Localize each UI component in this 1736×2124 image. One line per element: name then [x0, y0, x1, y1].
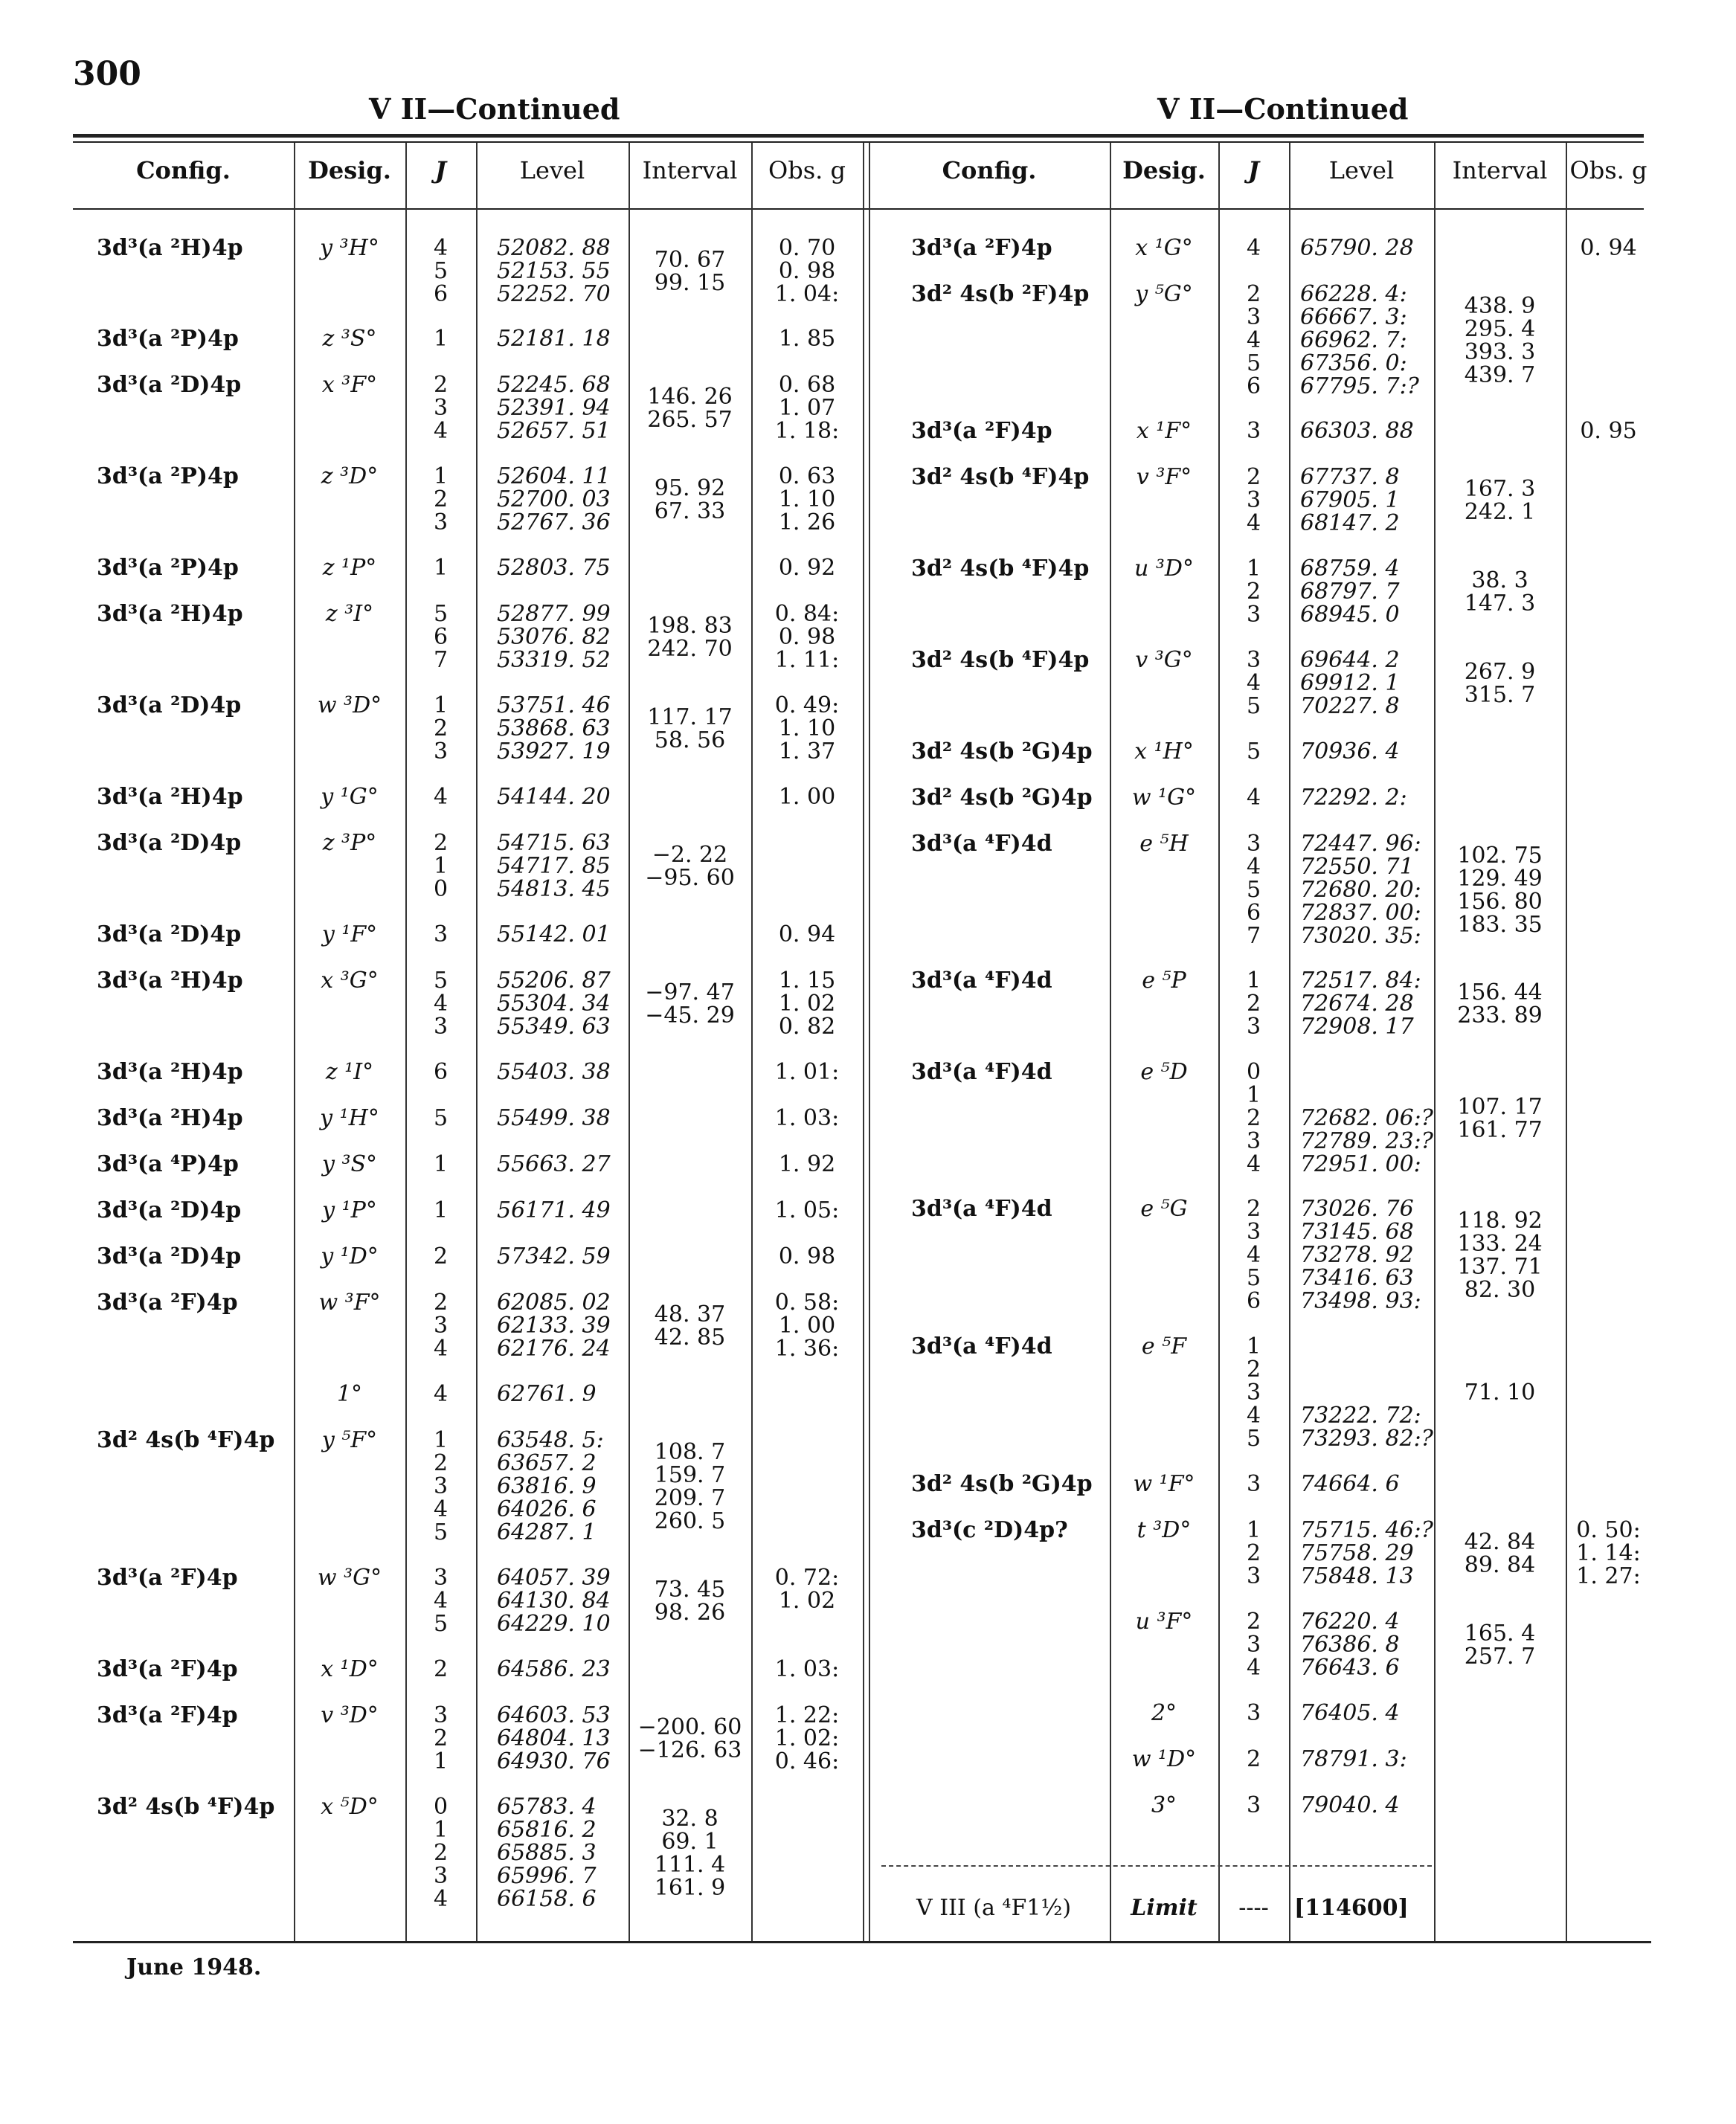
left-row-level-cell: 56171. 49 — [497, 1197, 611, 1223]
left-row-j-cell: 5 4 3 — [433, 968, 449, 1040]
left-row-designation-cell: w ³F° — [318, 1290, 381, 1316]
right-row-level-cell: 75715. 46:? 75758. 29 75848. 13 — [1300, 1517, 1433, 1589]
left-row-level-cell: 55206. 87 55304. 34 55349. 63 — [497, 968, 611, 1040]
right-row-interval-cell: 71. 10 — [1464, 1380, 1536, 1406]
left-row-designation-cell: y ³S° — [321, 1151, 378, 1177]
left-row-level-cell: 64603. 53 64804. 13 64930. 76 — [497, 1702, 611, 1774]
bottom-rule — [73, 1941, 1651, 1943]
right-row-level-cell: 72447. 96: 72550. 71 72680. 20: 72837. 00: 73020. 35: — [1300, 831, 1421, 949]
right-row-j-cell: 2 3 4 5 6 — [1246, 1196, 1261, 1314]
left-row-j-cell: 1 2 3 — [433, 692, 449, 765]
header-obs-g: Obs. g — [1569, 156, 1647, 184]
right-row-level-cell: 67737. 8 67905. 1 68147. 2 — [1300, 464, 1400, 536]
left-row-config-cell: 3d³(a ⁴P)4p — [97, 1151, 239, 1177]
left-row-obs-g-cell: 0. 92 — [778, 555, 836, 581]
left-row-level-cell: 55499. 38 — [497, 1105, 611, 1131]
header-rule — [73, 208, 1644, 210]
right-row-designation-cell: x ¹H° — [1134, 738, 1194, 765]
right-row-level-cell: 76220. 4 76386. 8 76643. 6 — [1300, 1609, 1400, 1681]
right-row-designation-cell: 3° — [1151, 1792, 1177, 1818]
left-row-j-cell: 1 — [433, 1151, 449, 1177]
right-row-designation-cell: x ¹F° — [1136, 418, 1192, 444]
left-row-obs-g-cell: 1. 85 — [778, 326, 836, 352]
left-row-designation-cell: w ³D° — [317, 692, 382, 718]
right-row-interval-cell: 42. 84 89. 84 — [1464, 1528, 1536, 1578]
right-row-config-cell: 3d² 4s(b ²G)4p — [911, 738, 1093, 765]
left-row-j-cell: 2 — [433, 1656, 449, 1682]
col-divider — [1566, 143, 1567, 1941]
top-rule-thin — [73, 141, 1644, 143]
right-row-j-cell: 3 4 5 — [1246, 647, 1261, 719]
limit-desig: Limit — [1131, 1895, 1197, 1921]
right-row-j-cell: 3 4 5 6 7 — [1246, 831, 1261, 949]
left-row-j-cell: 3 4 5 — [433, 1565, 449, 1637]
right-row-level-cell: 66228. 4: 66667. 3: 66962. 7: 67356. 0: 67795. 7:? — [1300, 281, 1419, 399]
right-row-j-cell: 1 2 3 4 5 — [1246, 1333, 1261, 1452]
right-row-j-cell: 2 3 4 — [1246, 1609, 1261, 1681]
left-row-obs-g-cell: 0. 63 1. 10 1. 26 — [778, 463, 836, 535]
right-row-interval-cell: 107. 17 161. 77 — [1457, 1093, 1543, 1143]
right-row-designation-cell: 2° — [1151, 1700, 1177, 1726]
left-row-interval-cell: 73. 45 98. 26 — [654, 1576, 726, 1626]
right-row-config-cell: 3d² 4s(b ⁴F)4p — [911, 464, 1090, 490]
left-row-obs-g-cell: 1. 92 — [778, 1151, 836, 1177]
left-row-obs-g-cell: 1. 03: — [774, 1656, 840, 1682]
right-row-config-cell: 3d³(a ⁴F)4d — [911, 831, 1052, 857]
right-row-designation-cell: e ⁵F — [1141, 1333, 1187, 1359]
left-row-j-cell: 1 — [433, 1197, 449, 1223]
left-row-level-cell: 54144. 20 — [497, 784, 611, 810]
left-row-config-cell: 3d³(a ²D)4p — [97, 692, 242, 718]
left-row-j-cell: 5 — [433, 1105, 449, 1131]
left-row-config-cell: 3d³(a ²D)4p — [97, 372, 242, 398]
left-row-designation-cell: z ¹P° — [322, 555, 377, 581]
left-row-level-cell: 54715. 63 54717. 85 54813. 45 — [497, 830, 611, 902]
left-row-obs-g-cell: 1. 15 1. 02 0. 82 — [778, 968, 836, 1040]
left-row-j-cell: 2 1 0 — [433, 830, 449, 902]
right-row-j-cell: 1 2 3 — [1246, 1517, 1261, 1589]
left-row-obs-g-cell: 0. 98 — [778, 1243, 836, 1269]
right-row-level-cell: 73222. 72: 73293. 82:? — [1300, 1403, 1433, 1452]
right-row-interval-cell: 38. 3 147. 3 — [1464, 567, 1536, 617]
right-row-designation-cell: e ⁵H — [1139, 831, 1189, 857]
right-row-interval-cell: 267. 9 315. 7 — [1464, 658, 1536, 708]
header-j: J — [1247, 156, 1260, 184]
left-row-interval-cell: 70. 67 99. 15 — [654, 246, 726, 296]
left-row-level-cell: 52245. 68 52391. 94 52657. 51 — [497, 372, 611, 444]
left-row-config-cell: 3d³(a ²F)4p — [97, 1290, 238, 1316]
right-row-designation-cell: w ¹G° — [1131, 785, 1197, 811]
left-row-interval-cell: 48. 37 42. 85 — [654, 1301, 726, 1351]
right-row-designation-cell: e ⁵P — [1142, 968, 1186, 994]
left-row-designation-cell: x ⁵D° — [321, 1794, 379, 1820]
left-row-j-cell: 4 5 6 — [433, 235, 449, 307]
left-row-designation-cell: 1° — [336, 1381, 363, 1407]
right-row-config-cell: 3d³(a ⁴F)4d — [911, 1059, 1052, 1085]
left-row-designation-cell: y ³H° — [320, 235, 379, 261]
left-row-j-cell: 1 — [433, 326, 449, 352]
right-row-j-cell: 0 1 2 3 4 — [1246, 1059, 1261, 1177]
left-row-level-cell: 52803. 75 — [497, 555, 611, 581]
right-row-designation-cell: v ³G° — [1135, 647, 1193, 673]
right-row-j-cell: 1 2 3 — [1246, 556, 1261, 628]
left-row-config-cell: 3d³(a ²H)4p — [97, 784, 243, 810]
left-row-designation-cell: x ³G° — [321, 968, 379, 994]
col-divider — [476, 143, 478, 1941]
left-row-designation-cell: y ¹G° — [321, 784, 379, 810]
right-row-designation-cell: e ⁵D — [1140, 1059, 1188, 1085]
left-row-obs-g-cell: 1. 03: — [774, 1105, 840, 1131]
left-row-obs-g-cell: 0. 58: 1. 00 1. 36: — [774, 1290, 840, 1362]
left-row-designation-cell: y ¹P° — [322, 1197, 377, 1223]
right-row-designation-cell: e ⁵G — [1140, 1196, 1188, 1222]
right-row-level-cell: 72517. 84: 72674. 28 72908. 17 — [1300, 968, 1421, 1040]
header-level: Level — [519, 156, 585, 184]
header-config: Config. — [136, 156, 231, 184]
left-row-j-cell: 1 — [433, 555, 449, 581]
left-row-config-cell: 3d³(a ²H)4p — [97, 1105, 243, 1131]
left-row-config-cell: 3d³(a ²P)4p — [97, 555, 239, 581]
header-interval: Interval — [642, 156, 738, 184]
left-row-config-cell: 3d³(a ²F)4p — [97, 1702, 238, 1728]
limit-j: ---- — [1238, 1895, 1269, 1921]
left-row-obs-g-cell: 1. 05: — [774, 1197, 840, 1223]
left-row-designation-cell: z ¹I° — [325, 1059, 374, 1085]
right-row-j-cell: 3 — [1246, 1792, 1261, 1818]
left-row-j-cell: 2 — [433, 1243, 449, 1269]
right-row-obs-g-cell: 0. 50: 1. 14: 1. 27: — [1576, 1517, 1641, 1589]
right-row-j-cell: 3 — [1246, 1700, 1261, 1726]
left-row-config-cell: 3d³(a ²H)4p — [97, 601, 243, 627]
center-divider — [863, 143, 864, 1941]
right-row-config-cell: 3d² 4s(b ²F)4p — [911, 281, 1090, 307]
left-row-level-cell: 63548. 5: 63657. 2 63816. 9 64026. 6 64287. 1 — [497, 1427, 604, 1545]
right-row-level-cell: 74664. 6 — [1300, 1471, 1400, 1497]
left-row-level-cell: 55663. 27 — [497, 1151, 611, 1177]
header-level: Level — [1328, 156, 1395, 184]
left-row-interval-cell: −97. 47 −45. 29 — [645, 979, 735, 1029]
right-row-designation-cell: x ¹G° — [1135, 235, 1193, 261]
right-row-j-cell: 3 — [1246, 418, 1261, 444]
col-divider — [1289, 143, 1290, 1941]
right-row-config-cell: 3d³(a ²F)4p — [911, 418, 1052, 444]
left-row-level-cell: 57342. 59 — [497, 1243, 611, 1269]
right-row-config-cell: 3d² 4s(b ²G)4p — [911, 785, 1093, 811]
right-row-interval-cell: 165. 4 257. 7 — [1464, 1620, 1536, 1670]
left-row-obs-g-cell: 0. 68 1. 07 1. 18: — [774, 372, 840, 444]
right-row-level-cell: 72292. 2: — [1300, 785, 1407, 811]
right-row-designation-cell: v ³F° — [1136, 464, 1192, 490]
left-row-level-cell: 62085. 02 62133. 39 62176. 24 — [497, 1290, 611, 1362]
right-column-title: V II—Continued — [1157, 92, 1409, 126]
right-row-level-cell: 68759. 4 68797. 7 68945. 0 — [1300, 556, 1400, 628]
col-divider — [1434, 143, 1436, 1941]
left-row-designation-cell: v ³D° — [321, 1702, 379, 1728]
left-row-obs-g-cell: 1. 22: 1. 02: 0. 46: — [774, 1702, 840, 1774]
left-row-j-cell: 2 3 4 — [433, 1290, 449, 1362]
left-row-designation-cell: z ³D° — [321, 463, 379, 489]
left-row-interval-cell: 95. 92 67. 33 — [654, 474, 726, 524]
right-row-level-cell: 65790. 28 — [1300, 235, 1414, 261]
left-row-designation-cell: y ⁵F° — [321, 1427, 378, 1453]
right-row-config-cell: 3d³(c ²D)4p? — [911, 1517, 1068, 1543]
left-row-level-cell: 55142. 01 — [497, 921, 611, 947]
left-row-designation-cell: y ¹D° — [321, 1243, 379, 1269]
left-row-j-cell: 6 — [433, 1059, 449, 1085]
left-row-designation-cell: x ³F° — [321, 372, 378, 398]
header-config: Config. — [942, 156, 1037, 184]
right-row-designation-cell: u ³F° — [1135, 1609, 1193, 1635]
left-row-level-cell: 53751. 46 53868. 63 53927. 19 — [497, 692, 611, 765]
header-obs-g: Obs. g — [768, 156, 846, 184]
left-row-j-cell: 0 1 2 3 4 — [433, 1794, 449, 1912]
left-row-config-cell: 3d² 4s(b ⁴F)4p — [97, 1794, 275, 1820]
right-row-level-cell: 76405. 4 — [1300, 1700, 1400, 1726]
right-row-interval-cell: 167. 3 242. 1 — [1464, 475, 1536, 525]
header-desig: Desig. — [1122, 156, 1206, 184]
left-row-obs-g-cell: 0. 70 0. 98 1. 04: — [774, 235, 840, 307]
right-row-level-cell: 66303. 88 — [1300, 418, 1414, 444]
right-row-designation-cell: u ³D° — [1134, 556, 1194, 582]
left-row-config-cell: 3d³(a ²D)4p — [97, 1243, 242, 1269]
left-row-designation-cell: z ³S° — [322, 326, 377, 352]
right-row-j-cell: 2 — [1246, 1746, 1261, 1772]
right-row-j-cell: 2 3 4 5 6 — [1246, 281, 1261, 399]
left-row-level-cell: 52181. 18 — [497, 326, 611, 352]
left-row-designation-cell: z ³P° — [322, 830, 377, 856]
left-row-interval-cell: 146. 26 265. 57 — [647, 383, 733, 433]
left-row-level-cell: 64586. 23 — [497, 1656, 611, 1682]
left-row-config-cell: 3d³(a ²F)4p — [97, 1565, 238, 1591]
left-row-designation-cell: x ¹D° — [321, 1656, 379, 1682]
right-row-obs-g-cell: 0. 94 — [1580, 235, 1637, 261]
right-row-j-cell: 5 — [1246, 738, 1261, 765]
right-row-level-cell: 73026. 76 73145. 68 73278. 92 73416. 63 73498. 93: — [1300, 1196, 1421, 1314]
left-column-title: V II—Continued — [369, 92, 620, 126]
right-row-designation-cell: y ⁵G° — [1135, 281, 1193, 307]
limit-level: [114600] — [1294, 1895, 1409, 1921]
right-row-level-cell: 69644. 2 69912. 1 70227. 8 — [1300, 647, 1400, 719]
right-row-j-cell: 3 — [1246, 1471, 1261, 1497]
left-row-j-cell: 4 — [433, 1381, 449, 1407]
left-row-j-cell: 2 3 4 — [433, 372, 449, 444]
right-row-j-cell: 4 — [1246, 785, 1261, 811]
left-row-config-cell: 3d³(a ²H)4p — [97, 1059, 243, 1085]
right-row-config-cell: 3d³(a ⁴F)4d — [911, 968, 1052, 994]
footer-date: June 1948. — [126, 1954, 262, 1980]
left-row-j-cell: 5 6 7 — [433, 601, 449, 673]
left-row-j-cell: 1 2 3 4 5 — [433, 1427, 449, 1545]
right-row-interval-cell: 438. 9 295. 4 393. 3 439. 7 — [1464, 292, 1536, 388]
left-row-j-cell: 4 — [433, 784, 449, 810]
left-row-config-cell: 3d³(a ²H)4p — [97, 235, 243, 261]
header-j: J — [434, 156, 447, 184]
left-row-j-cell: 3 — [433, 921, 449, 947]
right-row-config-cell: 3d² 4s(b ²G)4p — [911, 1471, 1093, 1497]
right-row-interval-cell: 156. 44 233. 89 — [1457, 979, 1543, 1029]
left-row-obs-g-cell: 1. 00 — [778, 784, 836, 810]
left-row-obs-g-cell: 0. 84: 0. 98 1. 11: — [774, 601, 840, 673]
left-row-level-cell: 62761. 9 — [497, 1381, 597, 1407]
left-row-designation-cell: w ³G° — [317, 1565, 382, 1591]
left-row-level-cell: 52877. 99 53076. 82 53319. 52 — [497, 601, 611, 673]
right-row-config-cell: 3d³(a ⁴F)4d — [911, 1333, 1052, 1359]
top-rule — [73, 134, 1644, 138]
right-row-obs-g-cell: 0. 95 — [1580, 418, 1637, 444]
left-row-designation-cell: y ¹H° — [320, 1105, 379, 1131]
left-row-j-cell: 1 2 3 — [433, 463, 449, 535]
right-row-j-cell: 2 3 4 — [1246, 464, 1261, 536]
limit-config: V III (a ⁴F1½) — [916, 1895, 1072, 1921]
limit-separator — [881, 1865, 1432, 1867]
left-row-level-cell: 64057. 39 64130. 84 64229. 10 — [497, 1565, 611, 1637]
right-row-level-cell: 79040. 4 — [1300, 1792, 1400, 1818]
left-row-config-cell: 3d³(a ²F)4p — [97, 1656, 238, 1682]
right-row-level-cell: 78791. 3: — [1300, 1746, 1407, 1772]
center-divider — [869, 143, 870, 1941]
right-row-config-cell: 3d² 4s(b ⁴F)4p — [911, 647, 1090, 673]
left-row-obs-g-cell: 0. 72: 1. 02 — [774, 1565, 840, 1614]
left-row-level-cell: 52604. 11 52700. 03 52767. 36 — [497, 463, 611, 535]
left-row-interval-cell: 32. 8 69. 1 111. 4 161. 9 — [654, 1805, 726, 1901]
left-row-config-cell: 3d³(a ²D)4p — [97, 1197, 242, 1223]
right-row-j-cell: 1 2 3 — [1246, 968, 1261, 1040]
right-row-designation-cell: w ¹D° — [1131, 1746, 1197, 1772]
left-row-level-cell: 52082. 88 52153. 55 52252. 70 — [497, 235, 611, 307]
left-row-config-cell: 3d³(a ²P)4p — [97, 463, 239, 489]
left-row-j-cell: 3 2 1 — [433, 1702, 449, 1774]
left-row-interval-cell: 198. 83 242. 70 — [647, 612, 733, 662]
left-row-config-cell: 3d² 4s(b ⁴F)4p — [97, 1427, 275, 1453]
left-row-config-cell: 3d³(a ²D)4p — [97, 830, 242, 856]
left-row-config-cell: 3d³(a ²D)4p — [97, 921, 242, 947]
right-row-j-cell: 4 — [1246, 235, 1261, 261]
right-row-designation-cell: w ¹F° — [1133, 1471, 1195, 1497]
left-row-interval-cell: 117. 17 58. 56 — [647, 704, 733, 753]
left-row-interval-cell: −2. 22 −95. 60 — [645, 841, 735, 891]
left-row-designation-cell: z ³I° — [325, 601, 374, 627]
right-row-designation-cell: t ³D° — [1137, 1517, 1192, 1543]
right-row-config-cell: 3d² 4s(b ⁴F)4p — [911, 556, 1090, 582]
right-row-config-cell: 3d³(a ²F)4p — [911, 235, 1052, 261]
header-interval: Interval — [1452, 156, 1548, 184]
left-row-designation-cell: y ¹F° — [321, 921, 378, 947]
header-desig: Desig. — [308, 156, 391, 184]
left-row-level-cell: 65783. 4 65816. 2 65885. 3 65996. 7 66158. 6 — [497, 1794, 597, 1912]
right-row-interval-cell: 102. 75 129. 49 156. 80 183. 35 — [1457, 842, 1543, 938]
left-row-interval-cell: −200. 60 −126. 63 — [637, 1713, 742, 1763]
right-row-level-cell: 72682. 06:? 72789. 23:? 72951. 00: — [1300, 1105, 1433, 1177]
right-row-level-cell: 70936. 4 — [1300, 738, 1400, 765]
left-row-obs-g-cell: 0. 49: 1. 10 1. 37 — [774, 692, 840, 765]
left-row-level-cell: 55403. 38 — [497, 1059, 611, 1085]
right-row-config-cell: 3d³(a ⁴F)4d — [911, 1196, 1052, 1222]
left-row-obs-g-cell: 1. 01: — [774, 1059, 840, 1085]
left-row-obs-g-cell: 0. 94 — [778, 921, 836, 947]
page-number: 300 — [73, 55, 141, 93]
left-row-config-cell: 3d³(a ²H)4p — [97, 968, 243, 994]
right-row-interval-cell: 118. 92 133. 24 137. 71 82. 30 — [1457, 1207, 1543, 1303]
left-row-interval-cell: 108. 7 159. 7 209. 7 260. 5 — [654, 1438, 726, 1534]
col-divider — [1110, 143, 1111, 1941]
left-row-config-cell: 3d³(a ²P)4p — [97, 326, 239, 352]
